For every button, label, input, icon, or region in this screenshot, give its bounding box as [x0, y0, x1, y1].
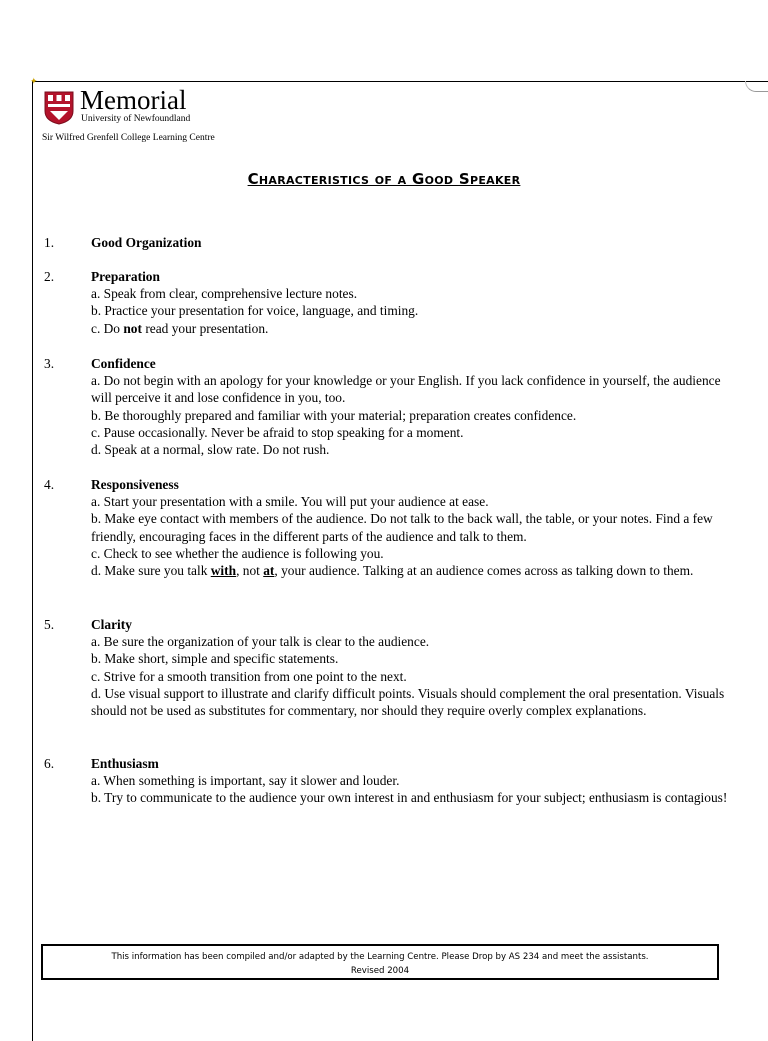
section-number: 6. [44, 756, 55, 771]
section-responsiveness [44, 476, 734, 579]
section-number: 5. [44, 617, 55, 632]
section-number: 4. [44, 477, 55, 492]
section-heading: Enthusiasm [91, 756, 159, 771]
section-enthusiasm [44, 755, 734, 807]
section-heading: Good Organization [91, 235, 202, 250]
footer-line: This information has been compiled and/or adapted by the Learning Centre. Please Drop by AS 234 and meet the assistants. [111, 952, 649, 962]
section-clarity [44, 616, 734, 719]
section-heading: Clarity [91, 617, 132, 632]
section-number: 3. [44, 356, 55, 371]
college-name: Sir Wilfred Grenfell College Learning Centre [42, 133, 215, 143]
crest-icon [44, 91, 74, 125]
list-item: c. Check to see whether the audience is following you. [91, 545, 384, 561]
list-item: c. Do not read your presentation. [91, 320, 269, 336]
list-item: b. Practice your presentation for voice, language, and timing. [91, 303, 419, 319]
footer-revision: Revised 2004 [350, 966, 410, 976]
list-item: a. Speak from clear, comprehensive lecture notes. [91, 286, 358, 302]
section-organization [44, 234, 734, 251]
list-item: a. Do not begin with an apology for your knowledge or your English. If you lack confidence in yourself, the audience will perceive it and lose confidence in you, too. [91, 373, 721, 406]
anchor-marker-icon: ✦ [30, 76, 38, 86]
list-item: d. Make sure you talk with, not at, your audience. Talking at an audience comes across as talking down to them. [91, 563, 694, 579]
section-confidence [44, 355, 734, 458]
section-heading: Confidence [91, 356, 156, 371]
org-name: Memorial [80, 85, 187, 115]
list-item: b. Be thoroughly prepared and familiar with your material; preparation creates confidence. [91, 407, 577, 423]
list-item: b. Make eye contact with members of the audience. Do not talk to the back wall, the table, or your notes. Find a few friendly, encouraging faces in the different parts of the audience and talk to them. [91, 511, 713, 544]
list-item: c. Pause occasionally. Never be afraid to stop speaking for a moment. [91, 424, 464, 440]
section-heading: Preparation [91, 269, 160, 284]
section-number: 2. [44, 269, 55, 284]
list-item: c. Strive for a smooth transition from one point to the next. [91, 668, 407, 684]
footer-notice [41, 944, 719, 980]
list-item: b. Try to communicate to the audience your own interest in and enthusiasm for your subject; enthusiasm is contagious! [91, 790, 728, 806]
list-item: a. Start your presentation with a smile. You will put your audience at ease. [91, 494, 489, 510]
section-heading: Responsiveness [91, 477, 179, 492]
list-item: d. Use visual support to illustrate and clarify difficult points. Visuals should complement the oral presentation. Visuals should not be used as substitutes for commentary, nor should they require overly complex explanations. [91, 685, 725, 719]
section-preparation [44, 268, 734, 337]
list-item: d. Speak at a normal, slow rate. Do not rush. [91, 442, 330, 458]
list-item: a. Be sure the organization of your talk is clear to the audience. [91, 634, 430, 650]
list-item: b. Make short, simple and specific statements. [91, 651, 339, 667]
section-number: 1. [44, 235, 55, 250]
org-subtitle: University of Newfoundland [81, 114, 191, 124]
list-item: a. When something is important, say it slower and louder. [91, 773, 400, 789]
page-title: Characteristics of a Good Speaker [247, 170, 521, 188]
